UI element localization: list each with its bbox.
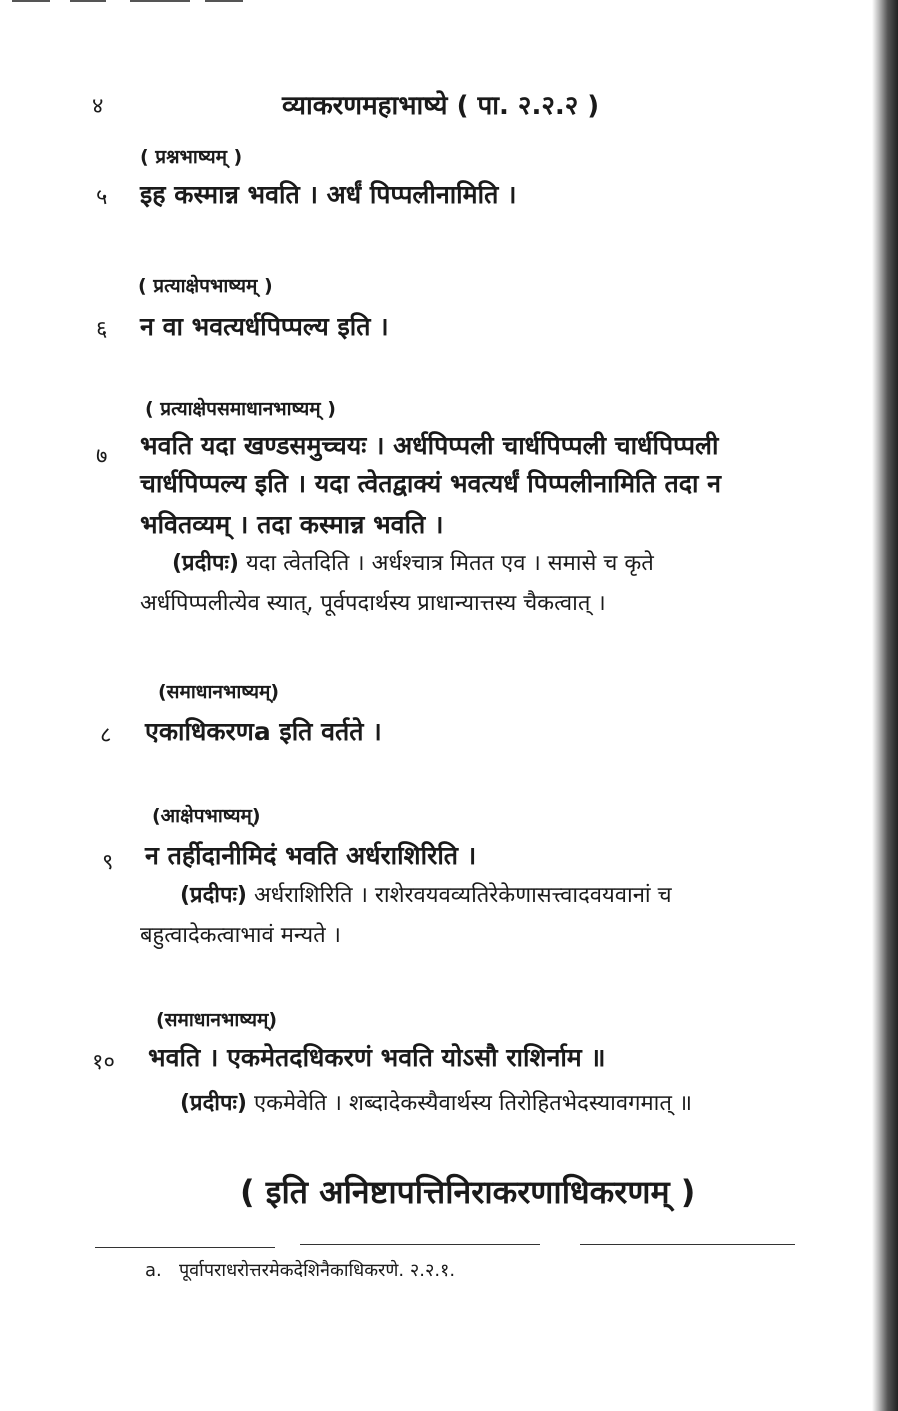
bhashya-line: इह कस्मान्न भवति । अर्धं पिप्पलीनामिति । xyxy=(140,180,517,209)
pradipa-label: (प्रदीपः) xyxy=(172,551,239,576)
footnote-rule xyxy=(95,1247,275,1248)
pradipa-line: बहुत्वादेकत्वाभावं मन्यते । xyxy=(140,923,342,948)
paragraph-number: ५ xyxy=(96,185,108,210)
pradipa-line: एकमेवेति । शब्दादेकस्यैवार्थस्य तिरोहितभेदस्यावगमात् ॥ xyxy=(253,1091,693,1116)
bhashya-line: न तर्हीदानीमिदं भवति अर्धराशिरिति । xyxy=(145,841,477,870)
paragraph-number: ९ xyxy=(102,850,114,875)
scan-top-mark xyxy=(130,0,190,2)
running-title: व्याकरणमहाभाष्ये ( पा. २.२.२ ) xyxy=(282,91,600,121)
bhashya-line xyxy=(140,428,782,462)
paragraph-number: ६ xyxy=(96,317,108,342)
pradipa-commentary xyxy=(180,879,672,909)
section-label: ( प्रश्नभाष्यम् ) xyxy=(140,146,243,168)
footnote-marker: a. xyxy=(145,1260,162,1281)
bhashya-line: एकाधिकरणa इति वर्तते । xyxy=(145,717,382,746)
section-label: (समाधानभाष्यम्) xyxy=(156,1009,278,1031)
pradipa-line: यदा त्वेतदिति । अर्धश्चात्र मितत एव । समासे च कृते xyxy=(245,551,654,576)
footnote xyxy=(145,1258,455,1282)
bhashya-line: भवति । एकमेतदधिकरणं भवति योऽसौ राशिर्नाम ॥ xyxy=(148,1043,606,1072)
pradipa-label: (प्रदीपः) xyxy=(180,1091,247,1116)
section-label: ( प्रत्याक्षेपभाष्यम् ) xyxy=(138,275,273,297)
paragraph-number: ७ xyxy=(96,444,108,469)
paragraph-number: १० xyxy=(92,1050,115,1075)
section-label: ( प्रत्याक्षेपसमाधानभाष्यम् ) xyxy=(145,398,336,420)
pradipa-commentary xyxy=(172,547,654,577)
footnote-rule xyxy=(580,1244,795,1245)
section-label: (आक्षेपभाष्यम्) xyxy=(152,805,261,827)
scan-top-mark xyxy=(70,0,106,2)
bhashya-line: चार्धपिप्पल्य इति । यदा त्वेतद्वाक्यं भवत्यर्धं पिप्पलीनामिति तदा न xyxy=(140,469,722,498)
paragraph-number: ८ xyxy=(100,723,112,748)
page-number: ४ xyxy=(92,94,104,119)
adhikarana-closing: ( इति अनिष्टापत्तिनिराकरणाधिकरणम् ) xyxy=(240,1173,696,1211)
pradipa-commentary xyxy=(180,1087,692,1117)
footnote-text: पूर्वापराधरोत्तरमेकदेशिनैकाधिकरणे. २.२.१. xyxy=(178,1260,456,1281)
footnote-rule xyxy=(300,1244,540,1245)
pradipa-line: अर्धपिप्पलीत्येव स्यात्, पूर्वपदार्थस्य प्राधान्यात्तस्य चैकत्वात् । xyxy=(140,591,606,616)
bhashya-line: भवितव्यम् । तदा कस्मान्न भवति । xyxy=(140,510,444,539)
scan-top-mark xyxy=(205,0,243,2)
bhashya-line-text: भवति यदा खण्डसमुच्चयः । अर्धपिप्पली चार्धपिप्पली चार्धपिप्पली xyxy=(140,431,719,460)
scan-edge-shadow xyxy=(872,0,898,1411)
scan-top-mark xyxy=(12,0,50,2)
section-label: (समाधानभाष्यम्) xyxy=(158,681,280,703)
bhashya-line: न वा भवत्यर्धपिप्पल्य इति । xyxy=(140,312,389,341)
pradipa-line: अर्धराशिरिति । राशेरवयवव्यतिरेकेणासत्त्वादवयवानां च xyxy=(253,883,672,908)
pradipa-label: (प्रदीपः) xyxy=(180,883,247,908)
